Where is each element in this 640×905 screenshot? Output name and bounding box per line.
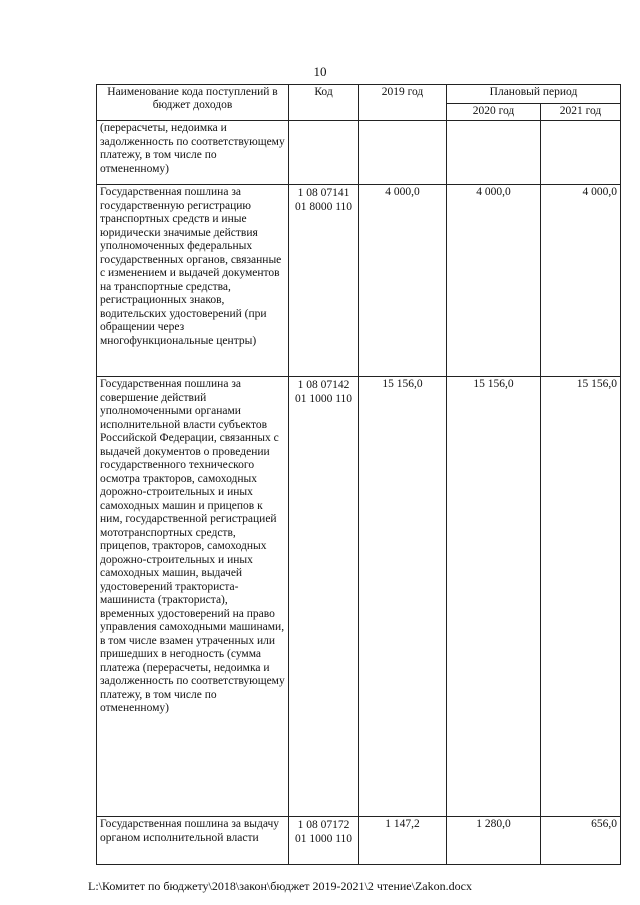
row-code: 1 08 07172 01 1000 110 [289, 817, 359, 865]
row-value-2021: 656,0 [541, 817, 621, 865]
header-plan-period: Плановый период [447, 85, 621, 104]
table-row [97, 817, 621, 865]
header-code: Код [289, 85, 359, 121]
revenue-table [96, 84, 621, 865]
row-value-2021: 15 156,0 [541, 377, 621, 817]
header-year-2020: 2020 год [447, 104, 541, 121]
row-value-2020: 4 000,0 [447, 185, 541, 377]
row-value-2019: 15 156,0 [359, 377, 447, 817]
row-value-2019: 4 000,0 [359, 185, 447, 377]
header-year-2021: 2021 год [541, 104, 621, 121]
row-value-2021 [541, 121, 621, 185]
row-name: Государственная пошлина за выдачу органом исполнительной власти [97, 817, 289, 865]
row-value-2019: 1 147,2 [359, 817, 447, 865]
row-code: 1 08 07141 01 8000 110 [289, 185, 359, 377]
row-value-2020 [447, 121, 541, 185]
file-path-footer: L:\Комитет по бюджету\2018\закон\бюджет 2019-2021\2 чтение\Zakon.docx [88, 879, 472, 893]
table-row [97, 185, 621, 377]
table-row [97, 121, 621, 185]
page-number: 10 [313, 64, 327, 79]
header-row [97, 85, 621, 104]
row-name: Государственная пошлина за государственную регистрацию транспортных средств и иные юридически значимые действия уполномоченных федеральных государственных органов, связанные с изменением и выдачей документов на транспортные средства, регистрационных знаков, водительских удостоверений (при обращении через многофункциональные центры) [97, 185, 289, 377]
table-row [97, 377, 621, 817]
row-code [289, 121, 359, 185]
row-value-2019 [359, 121, 447, 185]
header-name: Наименование кода поступлений в бюджет доходов [97, 85, 289, 121]
row-value-2020: 15 156,0 [447, 377, 541, 817]
row-code: 1 08 07142 01 1000 110 [289, 377, 359, 817]
row-name: Государственная пошлина за совершение действий уполномоченными органами исполнительной власти субъектов Российской Федерации, связанных с выдачей документов о проведении государственного технического осмотра тракторов, самоходных дорожно-строительных и иных самоходных машин и прицепов к ним, государственной регистрацией мототранспортных средств, прицепов, тракторов, самоходных дорожно-строительных и иных самоходных машин, выдачей удостоверений тракториста-машиниста (тракториста), временных удостоверений на право управления самоходными машинами, в том числе взамен утраченных или пришедших в негодность (сумма платежа (перерасчеты, недоимка и задолженность по соответствующему платежу, в том числе по отмененному) [97, 377, 289, 817]
row-value-2021: 4 000,0 [541, 185, 621, 377]
header-year-2019: 2019 год [359, 85, 447, 121]
row-value-2020: 1 280,0 [447, 817, 541, 865]
row-name: (перерасчеты, недоимка и задолженность по соответствующему платежу, в том числе по отмененному) [97, 121, 289, 185]
